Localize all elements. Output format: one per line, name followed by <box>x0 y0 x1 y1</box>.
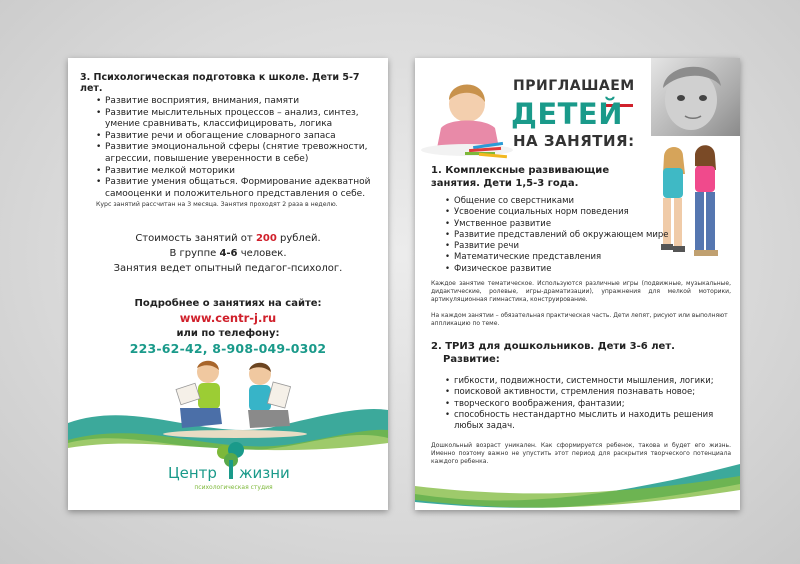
right-flyer-page <box>415 58 740 510</box>
list-item: • Умственное развитие <box>445 219 675 230</box>
price-block <box>68 231 388 276</box>
price-value: 200 <box>255 233 277 244</box>
teacher-line: Занятия ведет опытный педагог-психолог. <box>113 263 343 274</box>
contacts-block <box>68 296 388 356</box>
wave-decoration <box>415 456 740 510</box>
left-flyer-page <box>68 58 388 510</box>
section1-paragraph1: Каждое занятие тематическое. Используются различные игры (подвижные, музыкальные, дидактические, ролевые, игры-драматизации), упражнения для мелкой моторики, артикуляционная гимнастика, конструирование. <box>431 280 731 303</box>
list-item: • Физическое развитие <box>445 264 675 275</box>
list-item: • Общение со сверстниками <box>445 196 675 207</box>
list-item: • способность нестандартно мыслить и находить решения любых задач. <box>445 410 720 433</box>
section2-subtitle: Развитие: <box>443 354 500 365</box>
list-item: • Развитие мелкой моторики <box>96 166 371 178</box>
list-item: • поисковой активности, стремления познавать новое; <box>445 387 720 398</box>
closing-paragraph: Дошкольный возраст уникален. Как сформируется ребенок, такова и будет его жизнь. Именно поэтому важно не упустить этот период для раскрытия творческого потенциала каждого ребенка. <box>431 442 731 465</box>
girl-drawing-image <box>419 66 515 166</box>
website-link[interactable]: www.centr-j.ru <box>179 311 277 325</box>
list-item: • Усвоение социальных норм поведения <box>445 207 675 218</box>
list-item: • творческого воображения, фантазии; <box>445 399 720 410</box>
list-item: • гибкости, подвижности, системности мышления, логики; <box>445 376 720 387</box>
group-line: В группе 4-6 человек. <box>169 248 287 259</box>
list-item: • Развитие эмоциональной сферы (снятие тревожности, агрессии, повышение уверенности в себе) <box>96 142 371 165</box>
list-item: • Развитие умения общаться. Формирование адекватной самооценки и положительного представления о себе. <box>96 177 371 200</box>
logo-subtitle: психологическая студия <box>194 484 273 491</box>
invite-line1: ПРИГЛАШАЕМ <box>513 78 635 94</box>
phone-label: или по телефону: <box>176 328 280 339</box>
list-item: • Развитие речи <box>445 241 675 252</box>
price-line: Стоимость занятий от 200 рублей. <box>135 233 321 244</box>
list-item: • Развитие представлений об окружающем мире <box>445 230 675 241</box>
child-portrait-image <box>651 58 740 136</box>
list-item: • Развитие восприятия, внимания, памяти <box>96 96 371 108</box>
boys-reading-image <box>160 358 310 438</box>
section1-paragraph2: На каждом занятии – обязательная практическая часть. Дети лепят, рисуют или выполняют аппликацию по теме. <box>431 312 728 327</box>
section1-title: 1. Комплексные развивающие занятия. Дети 1,5-3 года. <box>431 165 610 189</box>
list-item: • Математические представления <box>445 252 675 263</box>
list-item: • Развитие речи и обогащение словарного запаса <box>96 131 371 143</box>
course-note: Курс занятий рассчитан на 3 месяца. Занятия проходят 2 раза в неделю. <box>96 201 338 208</box>
logo-wordmark: Центр жизни <box>168 464 290 482</box>
section1-bullet-list <box>445 196 675 275</box>
list-item: • Развитие мыслительных процессов – анализ, синтез, умение сравнивать, классифицировать, логика <box>96 108 371 131</box>
section3-bullet-list <box>96 96 371 200</box>
invite-line2: ДЕТЕЙ <box>511 97 624 131</box>
more-info-text: Подробнее о занятиях на сайте: <box>134 298 322 309</box>
section3-heading: 3. Психологическая подготовка к школе. Дети 5-7 лет. <box>80 72 360 94</box>
section2-bullet-list <box>445 376 720 432</box>
group-value: 4-6 <box>219 248 238 259</box>
logo <box>168 442 293 502</box>
section2-title: 2. ТРИЗ для дошкольников. Дети 3-6 лет. Развитие: <box>431 340 691 366</box>
invite-line3: НА ЗАНЯТИЯ: <box>513 132 635 150</box>
phone-numbers: 223-62-42, 8-908-049-0302 <box>129 341 327 356</box>
